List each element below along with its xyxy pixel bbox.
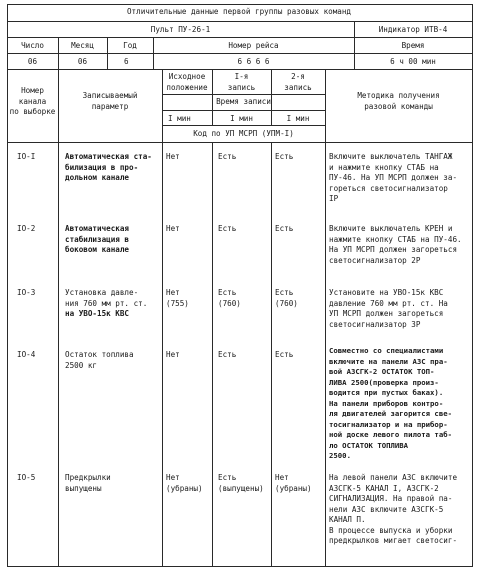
rule-left (7, 4, 8, 567)
date-day-value: 06 (27, 57, 38, 66)
second-record-header: 2-я запись (284, 72, 312, 92)
rule-date-2 (107, 37, 108, 70)
row-4-channel: IO-4 (17, 350, 36, 359)
rule-col-param (162, 69, 163, 567)
row-3-param: Установка давле- ния 760 мм рт. ст. на УВО-15к КВС (65, 288, 148, 318)
minute-unit-1: I мин (168, 114, 191, 123)
row-4-initial: Нет (166, 350, 180, 359)
row-3-initial: Нет (755) (166, 288, 189, 308)
row-1-channel: IO-I (17, 152, 36, 161)
row-1-method: Включите выключатель ТАНГАЖ и нажмите кнопку СТАБ на ПУ-46. На УП МСРП должен за- гореться светосигнализатор IP (329, 152, 458, 203)
time-label: Время (401, 41, 425, 50)
row-2-initial: Нет (166, 224, 180, 233)
row-5-second: Нет (убраны) (275, 473, 312, 493)
row-1-second: Есть (275, 152, 294, 161)
row-5-first: Есть (выпущены) (218, 473, 264, 493)
document-title: Отличительные данные первой группы разовых команд (126, 7, 352, 16)
rule-col-first (271, 69, 272, 126)
row-3-channel: IO-3 (17, 288, 36, 297)
rule-right (472, 4, 473, 567)
row-4-method: Совместно со специалистами включите на панели АЗС пра- вой АЗСГК-2 ОСТАТОК ТОП- ЛИВА 2500(проверка произ- водится при пустых баках). На панели приборов контро- ля двигателей загорится све- тосигнализатор и на прибор- ной доске левого пилота таб- ло ОСТАТОК ТОПЛИВА 2500. (329, 346, 453, 460)
time-value: 6 ч 00 мин (390, 57, 436, 66)
row-4-param: Остаток топлива 2500 кг (65, 350, 134, 370)
rule-col-initial (212, 69, 213, 126)
row-4-first: Есть (218, 350, 237, 359)
row-2-method: Включите выключатель КРЕН и нажмите кнопку СТАБ на ПУ-46. На УП МСРП должен загореться светосигнализатор 2Р (329, 224, 462, 265)
row-1-param: Автоматическая ста- билизация в про- дольном канале (65, 152, 152, 182)
channel-header: Номер канала по выборке (9, 86, 56, 116)
rule-col-channel (58, 69, 59, 567)
row-3-second: Есть (760) (275, 288, 298, 308)
row-5-initial: Нет (убраны) (166, 473, 203, 493)
rule-col-first-body (271, 142, 272, 567)
panel-header: Пульт ПУ-26-1 (150, 25, 211, 34)
date-month-value: 06 (77, 57, 88, 66)
rule-indicator-split (354, 21, 355, 70)
rule-record-time-top (162, 94, 325, 95)
row-4-second: Есть (275, 350, 294, 359)
minute-unit-2: I мин (230, 114, 253, 123)
row-2-first: Есть (218, 224, 237, 233)
param-header: Записываемый параметр (82, 91, 138, 111)
rule-under-title (7, 21, 473, 22)
code-header: Код по УП МСРП (УПМ-I) (193, 129, 294, 138)
method-header: Методика получения разовой команды (357, 91, 440, 111)
row-2-second: Есть (275, 224, 294, 233)
rule-under-date-values (7, 69, 473, 70)
row-2-param: Автоматическая стабилизация в боковом канале (65, 224, 130, 254)
minute-unit-3: I мин (286, 114, 310, 123)
rule-under-sections (7, 37, 473, 38)
rule-record-time-bottom (162, 110, 325, 111)
rule-top (7, 4, 473, 5)
row-1-initial: Нет (166, 152, 180, 161)
flight-number-value: 6 6 6 6 (237, 57, 270, 66)
rule-minute-bottom (162, 125, 325, 126)
rule-col-initial-body (212, 142, 213, 567)
first-record-header: I-я запись (227, 72, 256, 92)
rule-under-date-labels (7, 53, 473, 54)
date-year-value: 6 (124, 57, 129, 66)
initial-position-header: Исходное положение (166, 72, 208, 92)
rule-col-second (325, 69, 326, 567)
row-2-channel: IO-2 (17, 224, 36, 233)
row-5-method: На левой панели АЗС включите АЗСГК-5 КАНАЛ I, АЗСГК-2 СИГНАЛИЗАЦИЯ. На правой па- нели АЗС включите АЗСГК-5 КАНАЛ П. В процессе выпуска и уборки предкрылков мигает светосиг- (329, 473, 458, 545)
date-year-label: Год (123, 41, 137, 50)
record-time-header: Время записи (216, 97, 271, 106)
rule-date-1 (58, 37, 59, 70)
rule-under-header (7, 142, 473, 143)
date-month-label: Месяц (71, 41, 94, 50)
row-1-first: Есть (218, 152, 237, 161)
date-day-label: Число (21, 41, 44, 50)
row-3-method: Установите на УВО-15к КВС давление 760 мм рт. ст. На УП МСРП должен загореться светосигнализатор 3Р (329, 288, 448, 329)
row-5-channel: IO-5 (17, 473, 36, 482)
row-5-param: Предкрылки выпущены (65, 473, 111, 493)
row-3-first: Есть (760) (218, 288, 241, 308)
rule-date-3 (153, 37, 154, 70)
flight-number-label: Номер рейса (228, 41, 279, 50)
indicator-header: Индикатор ИТВ-4 (378, 25, 448, 34)
